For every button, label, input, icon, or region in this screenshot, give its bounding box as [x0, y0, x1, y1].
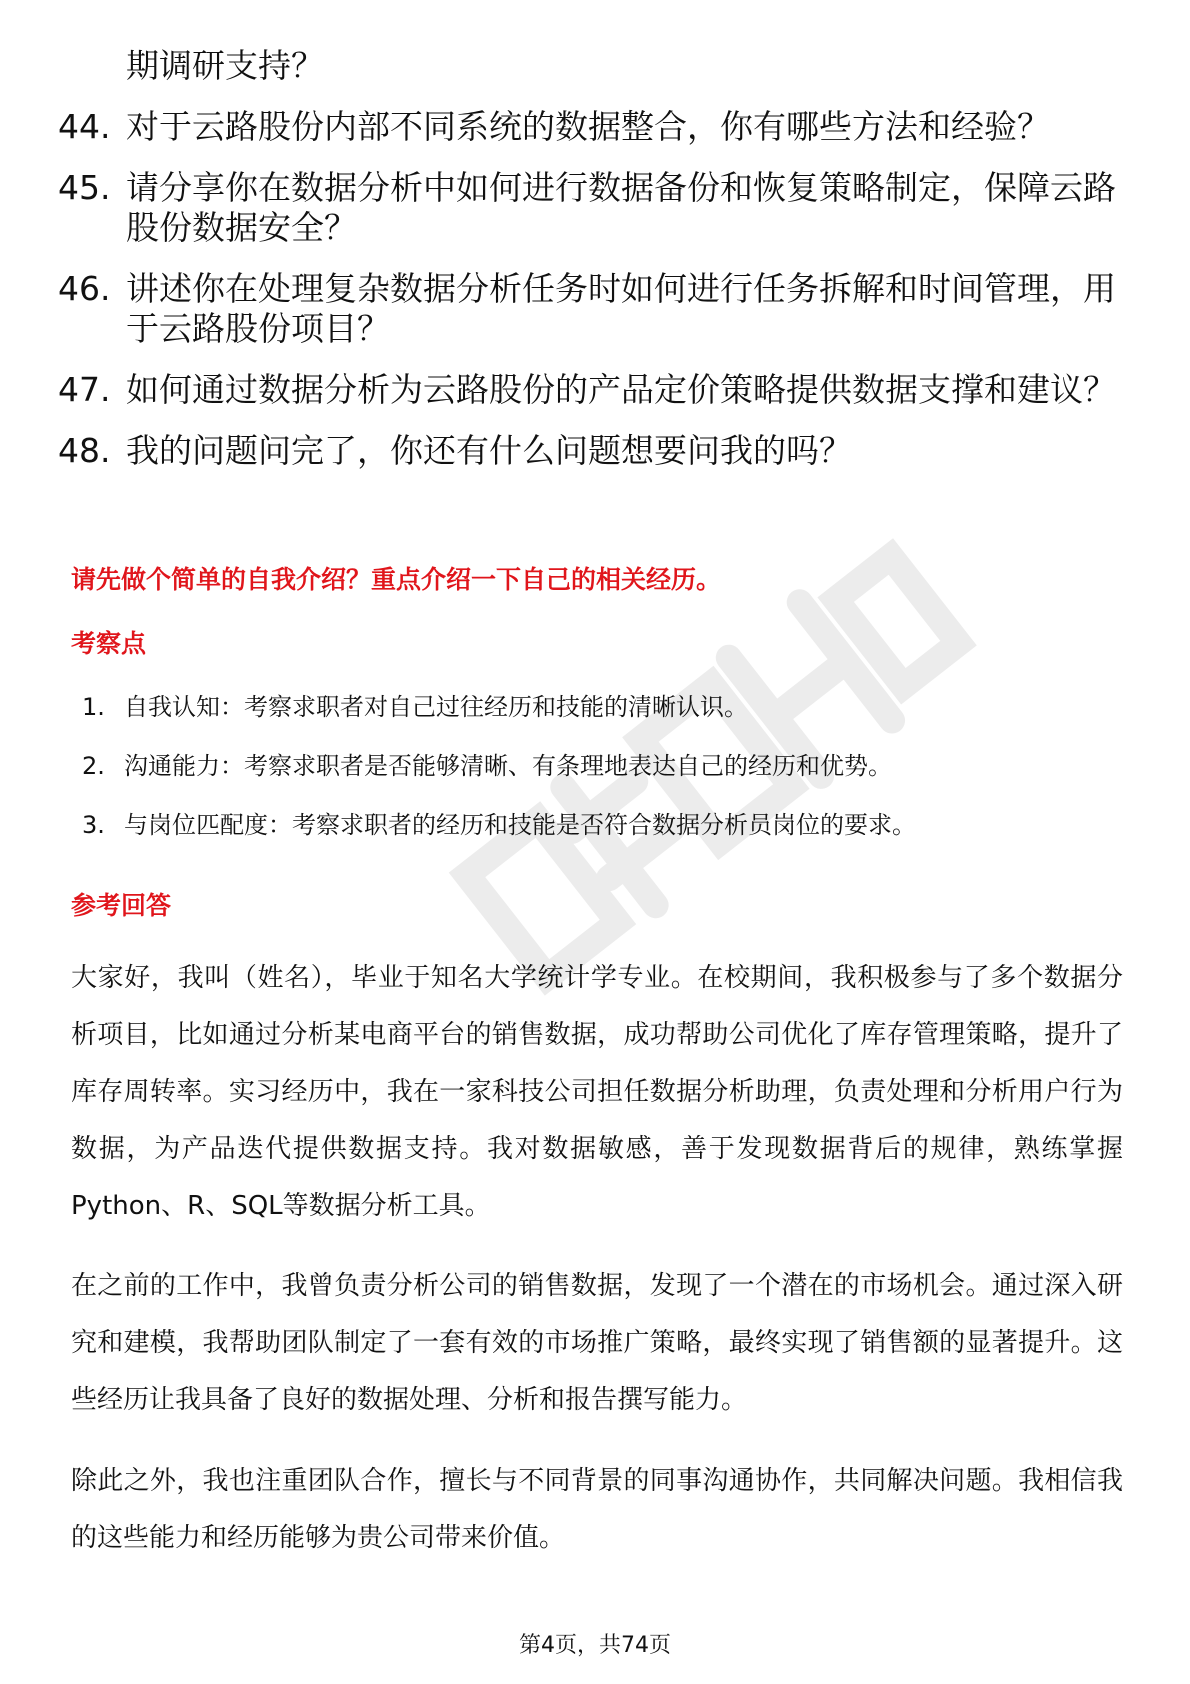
question-number: 46.	[58, 269, 111, 308]
question-number: 45.	[58, 168, 111, 207]
answer-paragraph: 在之前的工作中，我曾负责分析公司的销售数据，发现了一个潜在的市场机会。通过深入研究和建模，我帮助团队制定了一套有效的市场推广策略，最终实现了销售额的显著提升。这些经历让我具备了良好的数据处理、分析和报告撰写能力。	[71, 1271, 1123, 1415]
question-text: 对于云路股份内部不同系统的数据整合，你有哪些方法和经验？	[126, 107, 1050, 146]
question-item	[58, 269, 1118, 349]
page-number: 第4页，共74页	[519, 1633, 671, 1658]
points-heading: 考察点	[71, 629, 147, 658]
answer-paragraph: 除此之外，我也注重团队合作，擅长与不同背景的同事沟通协作，共同解决问题。我相信我的这些能力和经历能够为贵公司带来价值。	[71, 1466, 1123, 1553]
list-item-number: 1.	[82, 693, 105, 721]
question-item	[58, 370, 1118, 410]
list-item-text: 与岗位匹配度：考察求职者的经历和技能是否符合数据分析员岗位的要求。	[124, 811, 916, 839]
list-item-text: 自我认知：考察求职者对自己过往经历和技能的清晰认识。	[124, 693, 748, 721]
answer-heading: 参考回答	[71, 891, 172, 920]
question-text: 我的问题问完了，你还有什么问题想要问我的吗？	[126, 431, 852, 470]
question-text: 如何通过数据分析为云路股份的产品定价策略提供数据支撑和建议？	[126, 370, 1116, 409]
list-item	[82, 690, 1122, 724]
question-text: 请分享你在数据分析中如何进行数据备份和恢复策略制定，保障云路股份数据安全？	[126, 168, 1116, 247]
question-item	[58, 107, 1118, 147]
question-text: 讲述你在处理复杂数据分析任务时如何进行任务拆解和时间管理，用于云路股份项目？	[126, 269, 1116, 348]
question-list	[58, 46, 1118, 492]
question-text: 期调研支持？	[126, 46, 324, 85]
question-item	[58, 431, 1118, 471]
answer-paragraph: 大家好，我叫（姓名），毕业于知名大学统计学专业。在校期间，我积极参与了多个数据分析项目，比如通过分析某电商平台的销售数据，成功帮助公司优化了库存管理策略，提升了库存周转率。实习经历中，我在一家科技公司担任数据分析助理，负责处理和分析用户行为数据，为产品迭代提供数据支持。我对数据敏感，善于发现数据背后的规律，熟练掌握Python、R、SQL等数据分析工具。	[71, 963, 1123, 1221]
list-item-number: 2.	[82, 752, 105, 780]
question-number: 44.	[58, 107, 111, 146]
question-number: 48.	[58, 431, 111, 470]
question-item	[58, 168, 1118, 248]
question-item	[58, 46, 1118, 86]
list-item	[82, 749, 1122, 783]
list-item-text: 沟通能力：考察求职者是否能够清晰、有条理地表达自己的经历和优势。	[124, 752, 892, 780]
evaluation-points-list	[82, 690, 1122, 867]
question-number: 47.	[58, 370, 111, 409]
section-question-heading: 请先做个简单的自我介绍？重点介绍一下自己的相关经历。	[71, 565, 722, 594]
list-item	[82, 808, 1122, 842]
list-item-number: 3.	[82, 811, 105, 839]
